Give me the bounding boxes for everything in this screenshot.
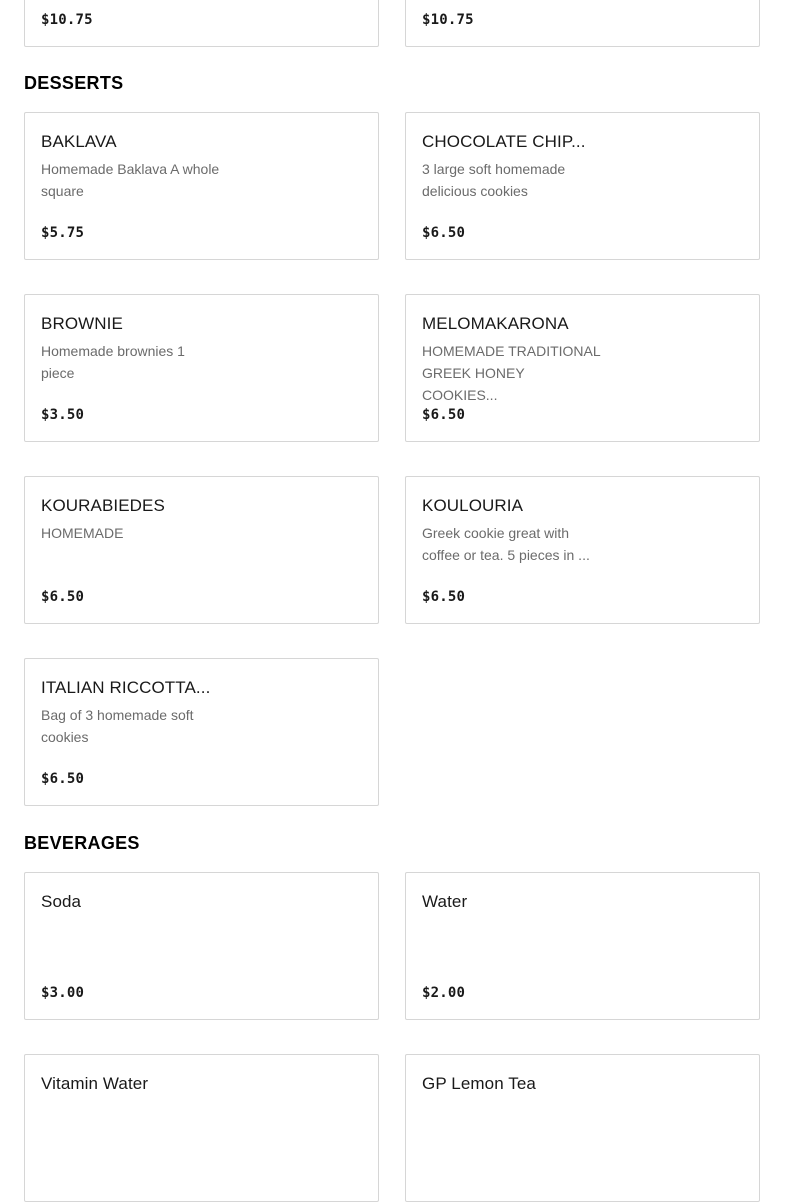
menu-item-card[interactable] bbox=[405, 0, 760, 47]
item-price: $6.50 bbox=[422, 589, 466, 605]
item-name: BROWNIE bbox=[41, 314, 123, 333]
item-price: $2.00 bbox=[422, 985, 466, 1001]
menu-item-card[interactable] bbox=[24, 294, 379, 442]
item-price: $6.50 bbox=[41, 771, 85, 787]
menu-item-card[interactable] bbox=[24, 872, 379, 1020]
item-price: $3.50 bbox=[41, 407, 85, 423]
item-description: Bag of 3 homemade soft cookies bbox=[41, 707, 194, 745]
item-description: Homemade brownies 1 piece bbox=[41, 343, 185, 381]
item-price: $6.50 bbox=[41, 589, 85, 605]
menu-item-card[interactable] bbox=[24, 1054, 379, 1202]
section-title-desserts: DESSERTS bbox=[24, 73, 124, 93]
menu-item-card[interactable] bbox=[405, 112, 760, 260]
menu-item-card[interactable] bbox=[24, 476, 379, 624]
item-name: Soda bbox=[41, 892, 82, 911]
item-name: GP Lemon Tea bbox=[422, 1074, 536, 1093]
item-name: Vitamin Water bbox=[41, 1074, 149, 1093]
item-price: $5.75 bbox=[41, 225, 85, 241]
item-price: $10.75 bbox=[422, 12, 474, 28]
item-price: $10.75 bbox=[41, 12, 93, 28]
item-description: Homemade Baklava A whole square bbox=[41, 161, 220, 199]
menu-item-card[interactable] bbox=[24, 0, 379, 47]
menu-item-card[interactable] bbox=[405, 476, 760, 624]
item-name: ITALIAN RICCOTTA... bbox=[41, 678, 211, 697]
item-price: $6.50 bbox=[422, 225, 466, 241]
item-name: MELOMAKARONA bbox=[422, 314, 569, 333]
item-description: HOMEMADE TRADITIONAL GREEK HONEY COOKIES... bbox=[422, 343, 601, 403]
menu-item-card[interactable] bbox=[24, 112, 379, 260]
menu-item-card[interactable] bbox=[24, 658, 379, 806]
item-name: KOULOURIA bbox=[422, 496, 524, 515]
item-price: $3.00 bbox=[41, 985, 85, 1001]
item-description: 3 large soft homemade delicious cookies bbox=[422, 161, 566, 199]
item-name: BAKLAVA bbox=[41, 132, 117, 151]
item-name: CHOCOLATE CHIP... bbox=[422, 132, 586, 151]
item-description: Greek cookie great with coffee or tea. 5 pieces in ... bbox=[422, 525, 590, 563]
item-name: Water bbox=[422, 892, 468, 911]
item-price: $6.50 bbox=[422, 407, 466, 423]
menu-item-card[interactable] bbox=[405, 1054, 760, 1202]
item-name: KOURABIEDES bbox=[41, 496, 165, 515]
section-title-beverages: BEVERAGES bbox=[24, 833, 140, 853]
menu-item-card[interactable] bbox=[405, 872, 760, 1020]
menu-item-card[interactable] bbox=[405, 294, 760, 442]
item-description: HOMEMADE bbox=[41, 525, 124, 541]
